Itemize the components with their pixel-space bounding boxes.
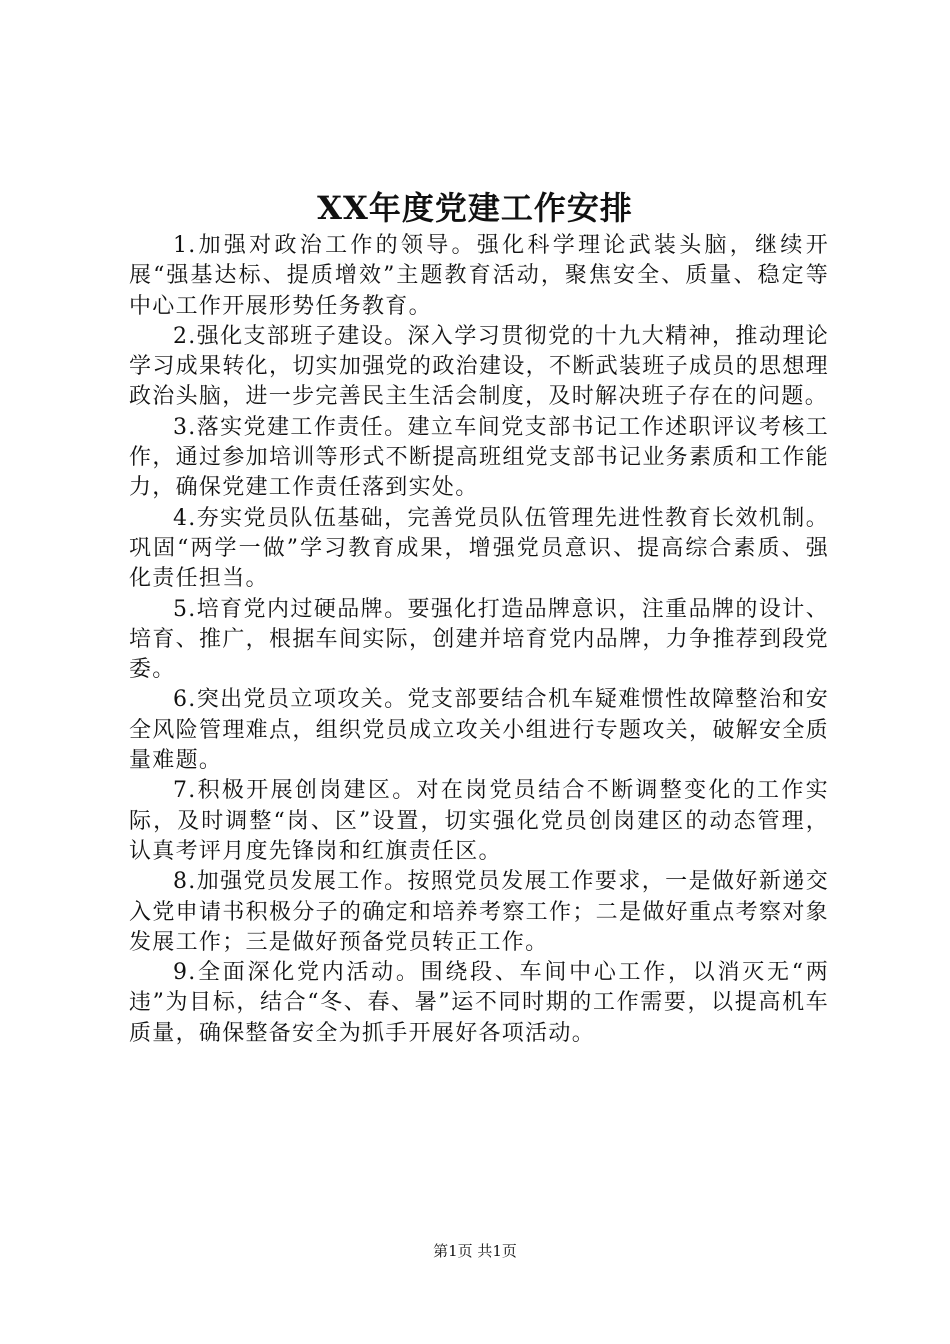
paragraph-3: 3.落实党建工作责任。建立车间党支部书记工作述职评议考核工作，通过参加培训等形式不断提高班组党支部书记业务素质和工作能力，确保党建工作责任落到实处。: [129, 414, 829, 501]
document-body: [129, 231, 829, 1049]
paragraph-1: 1.加强对政治工作的领导。强化科学理论武装头脑，继续开展“强基达标、提质增效”主题教育活动，聚焦安全、质量、稳定等中心工作开展形势任务教育。: [129, 233, 829, 319]
paragraph-5: 5.培育党内过硬品牌。要强化打造品牌意识，注重品牌的设计、培育、推广，根据车间实际，创建并培育党内品牌，力争推荐到段党委。: [129, 596, 829, 683]
paragraph-7: 7.积极开展创岗建区。对在岗党员结合不断调整变化的工作实际，及时调整“岗、区”设置，切实强化党员创岗建区的动态管理，认真考评月度先锋岗和红旗责任区。: [129, 778, 829, 864]
paragraph-8: 8.加强党员发展工作。按照党员发展工作要求，一是做好新递交入党申请书积极分子的确定和培养考察工作；二是做好重点考察对象发展工作；三是做好预备党员转正工作。: [129, 869, 829, 955]
paragraph-4: 4.夯实党员队伍基础，完善党员队伍管理先进性教育长效机制。巩固“两学一做”学习教育成果，增强党员意识、提高综合素质、强化责任担当。: [129, 505, 829, 592]
paragraph-2: 2.强化支部班子建设。深入学习贯彻党的十九大精神，推动理论学习成果转化，切实加强党的政治建设，不断武装班子成员的思想理政治头脑，进一步完善民主生活会制度，及时解决班子存在的问题。: [129, 323, 829, 410]
paragraph-6: 6.突出党员立项攻关。党支部要结合机车疑难惯性故障整治和安全风险管理难点，组织党员成立攻关小组进行专题攻关，破解安全质量难题。: [129, 687, 829, 774]
paragraph-9: 9.全面深化党内活动。围绕段、车间中心工作，以消灭无“两违”为目标，结合“冬、春、暑”运不同时期的工作需要，以提高机车质量，确保整备安全为抓手开展好各项活动。: [129, 960, 829, 1046]
page-footer: 第1页 共1页: [433, 1242, 517, 1260]
document-title: XX年度党建工作安排: [317, 189, 633, 227]
